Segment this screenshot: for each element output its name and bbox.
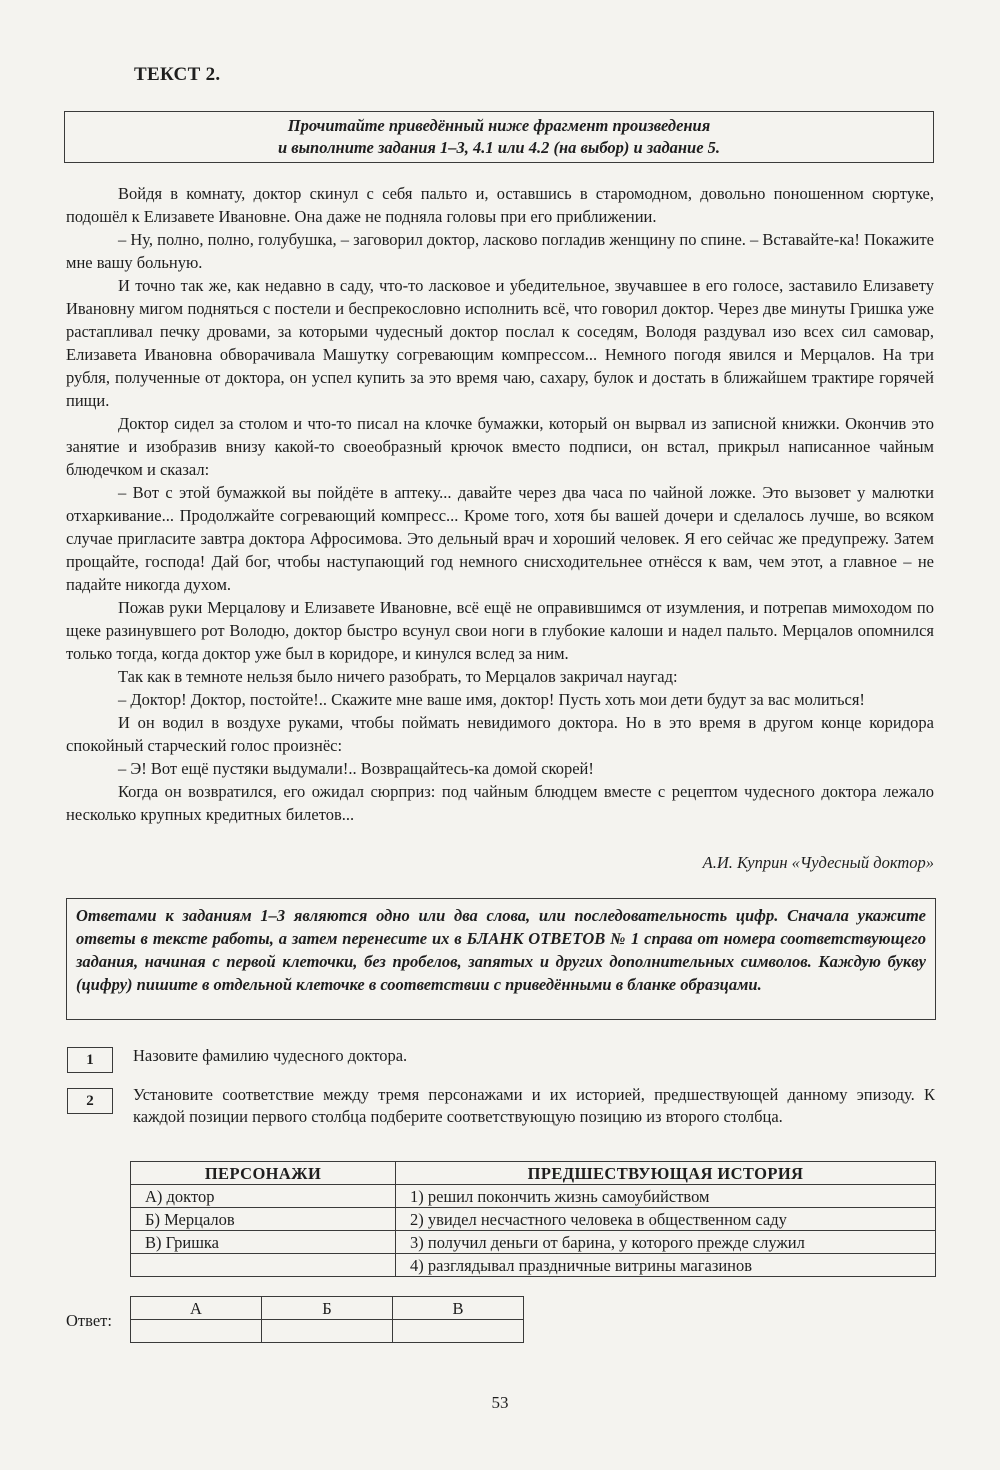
history-cell: 2) увидел несчастного человека в общественном саду [396, 1208, 936, 1231]
story-paragraph: Войдя в комнату, доктор скинул с себя пальто и, оставшись в старомодном, довольно поношенном сюртуке, подошёл к Елизавете Ивановне. Она даже не подняла головы при его приближении. [66, 184, 934, 226]
matching-table [130, 1161, 936, 1277]
story-paragraph: Пожав руки Мерцалову и Елизавете Ивановне, всё ещё не оправившимся от изумления, и потрепав мимоходом по щеке разинувшего рот Володю, доктор быстро всунул свои ноги в глубокие калоши и надел пальто. Мерцалов опомнился только тогда, когда доктор уже был в коридоре, и кинулся вслед за ним. [66, 598, 934, 663]
answer-input-row [131, 1320, 524, 1343]
answer-grid [130, 1296, 524, 1343]
header-history: ПРЕДШЕСТВУЮЩАЯ ИСТОРИЯ [396, 1162, 936, 1185]
history-cell: 4) разглядывал праздничные витрины магазинов [396, 1254, 936, 1277]
author-attribution: А.И. Куприн «Чудесный доктор» [702, 853, 934, 872]
story-paragraph: – Э! Вот ещё пустяки выдумали!.. Возвращайтесь-ка домой скорей! [118, 759, 594, 778]
answer-column-b: Б [262, 1297, 393, 1320]
answer-cell-v[interactable] [393, 1320, 524, 1343]
answers-instruction-box: Ответами к заданиям 1–3 являются одно или два слова, или последовательность цифр. Сначала укажите ответы в тексте работы, а затем перенесите их в БЛАНК ОТВЕТОВ № 1 справа от номера соответствующего задания, начиная с первой клеточки, без пробелов, запятых и других дополнительных символов. Каждую букву (цифру) пишите в отдельной клеточке в соответствии с приведёнными в бланке образцами. [66, 898, 936, 1020]
page-number: 53 [491, 1393, 509, 1412]
answer-header-row [131, 1297, 524, 1320]
table-row [131, 1185, 936, 1208]
table-row [131, 1254, 936, 1277]
history-cell: 1) решил покончить жизнь самоубийством [396, 1185, 936, 1208]
history-cell: 3) получил деньги от барина, у которого прежде служил [396, 1231, 936, 1254]
story-paragraph: Доктор сидел за столом и что-то писал на клочке бумажки, который он вырвал из записной книжки. Окончив это занятие и изобразив внизу какой-то своеобразный крючок вместо подписи, он встал, прикрыл написанное чайным блюдечком и сказал: [66, 414, 934, 479]
table-row [131, 1208, 936, 1231]
character-cell: В) Гришка [131, 1231, 396, 1254]
story-paragraph: – Доктор! Доктор, постойте!.. Скажите мне ваше имя, доктор! Пусть хоть мои дети будут за вас молиться! [118, 690, 865, 709]
answer-label: Ответ: [66, 1311, 112, 1330]
task-number-2: 2 [67, 1088, 113, 1114]
answer-column-v: В [393, 1297, 524, 1320]
task-number-1: 1 [67, 1047, 113, 1073]
answer-cell-a[interactable] [131, 1320, 262, 1343]
task-text-1: Назовите фамилию чудесного доктора. [133, 1046, 408, 1065]
story-paragraph: – Вот с этой бумажкой вы пойдёте в аптеку... давайте через два часа по чайной ложке. Это вызовет у малютки отхаркивание... Продолжайте согревающий компресс... Кроме того, хотя бы вашей дочери и сделалось лучше, во всяком случае пригласите завтра доктора Афросимова. Это дельный врач и хороший человек. Я его сейчас же предупрежу. Затем прощайте, господа! Дай бог, чтобы наступающий год немного снисходительнее отнёсся к вам, чем этот, а главное – не падайте никогда духом. [66, 483, 934, 594]
instruction-line-1: Прочитайте приведённый ниже фрагмент произведения [287, 116, 711, 135]
header-characters: ПЕРСОНАЖИ [131, 1162, 396, 1185]
table-header-row [131, 1162, 936, 1185]
character-cell [131, 1254, 396, 1277]
story-paragraph: И он водил в воздухе руками, чтобы поймать невидимого доктора. Но в это время в другом конце коридора спокойный старческий голос произнёс: [66, 713, 934, 755]
character-cell: А) доктор [131, 1185, 396, 1208]
reading-instruction-box [64, 111, 934, 163]
answer-column-a: А [131, 1297, 262, 1320]
table-row [131, 1231, 936, 1254]
instruction-line-2: и выполните задания 1–3, 4.1 или 4.2 (на выбор) и задание 5. [277, 138, 721, 157]
task-text-2: Установите соответствие между тремя персонажами и их историей, предшествующей данному эпизоду. К каждой позиции первого столбца подберите соответствующую позицию из второго столбца. [133, 1085, 935, 1126]
text-title: ТЕКСТ 2. [134, 64, 221, 85]
story-paragraph: И точно так же, как недавно в саду, что-то ласковое и убедительное, звучавшее в его голосе, заставило Елизавету Ивановну мигом подняться с постели и беспрекословно исполнить всё, что говорил доктор. Через две минуты Гришка уже растапливал печку дровами, за которыми чудесный доктор послал к соседям, Володя раздувал изо всех сил самовар, Елизавета Ивановна обворачивала Машутку согревающим компрессом... Немного погодя явился и Мерцалов. На три рубля, полученные от доктора, он успел купить за это время чаю, сахару, булок и достать в ближайшем трактире горячей пищи. [66, 276, 934, 410]
story-fragment [66, 182, 934, 826]
answer-cell-b[interactable] [262, 1320, 393, 1343]
story-paragraph: Так как в темноте нельзя было ничего разобрать, то Мерцалов закричал наугад: [118, 667, 678, 686]
story-paragraph: – Ну, полно, полно, голубушка, – заговорил доктор, ласково погладив женщину по спине. – Вставайте-ка! Покажите мне вашу больную. [66, 230, 934, 272]
story-paragraph: Когда он возвратился, его ожидал сюрприз: под чайным блюдцем вместе с рецептом чудесного доктора лежало несколько крупных кредитных билетов... [66, 782, 934, 824]
character-cell: Б) Мерцалов [131, 1208, 396, 1231]
